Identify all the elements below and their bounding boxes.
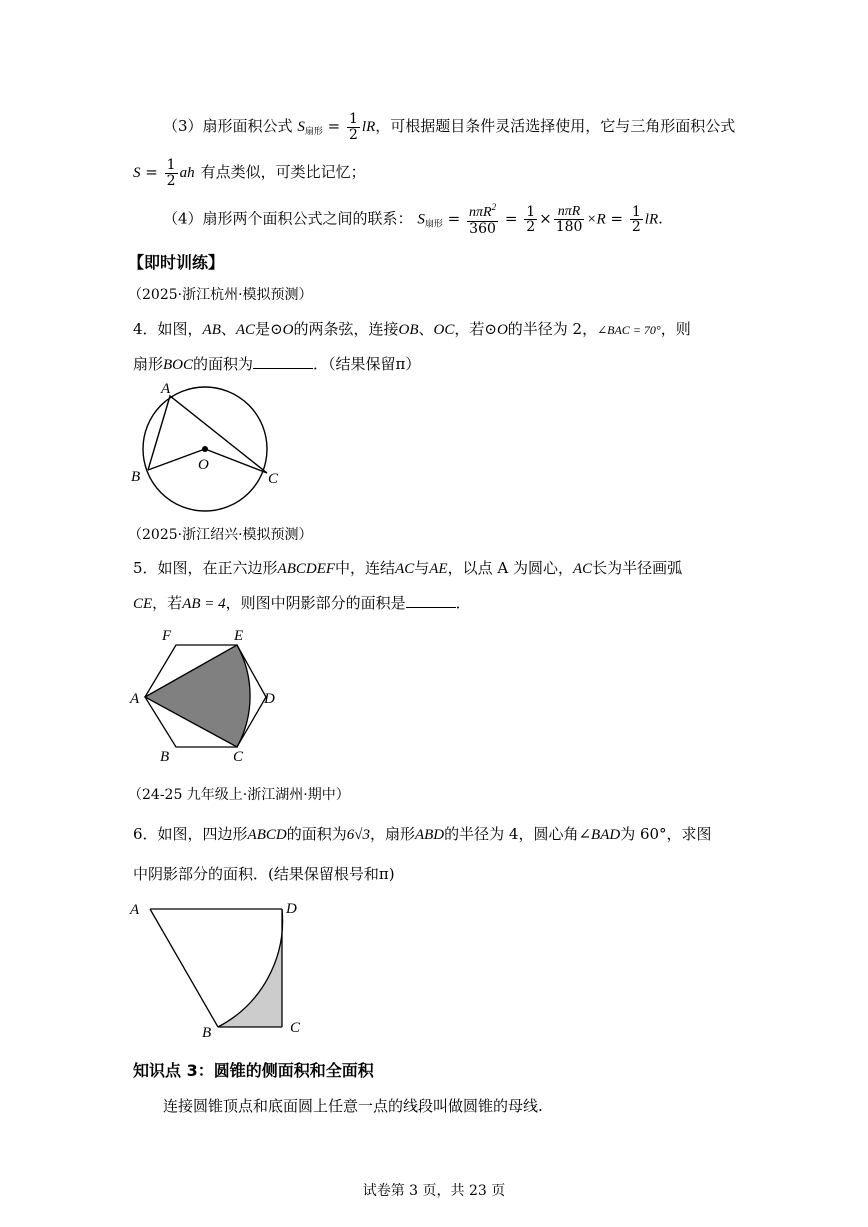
frac-num: nπR$^2$ (468, 202, 497, 220)
item4-frac2 (524, 205, 537, 235)
item3-line2 (133, 158, 366, 188)
knowledge3-title: 知识点 3：圆锥的侧面积和全面积 (133, 1061, 374, 1080)
q6-label-C: C (290, 1020, 301, 1036)
item4-times2: ×R (586, 211, 606, 228)
frac-den: 2 (348, 126, 358, 143)
frac-num: 1 (631, 203, 641, 220)
item3-frac (347, 112, 360, 142)
section-practice-heading: 【即时训练】 (128, 253, 225, 272)
q5-label-D: D (264, 691, 275, 707)
q4-label-A: A (161, 381, 171, 397)
q4-center-dot (202, 446, 208, 452)
q4-angle: ∠BAC = 70° (597, 323, 661, 337)
q6-figure (125, 895, 315, 1045)
item3-ah: ah (179, 165, 195, 182)
item3-line2-S: S (133, 165, 141, 182)
q5-label-B: B (160, 749, 170, 765)
q5-figure (125, 625, 285, 765)
q4-figure (125, 375, 295, 520)
frac-num: 1 (348, 111, 358, 127)
q4-line2: 扇形BOC的面积为 ．（结果保留π） (133, 355, 421, 373)
q5-source: （2025·浙江绍兴·模拟预测） (128, 527, 313, 543)
item3-line2-frac (165, 158, 178, 188)
q5-label-F: F (162, 628, 172, 644)
frac-den: 360 (469, 220, 496, 237)
item3-line1 (163, 112, 735, 142)
q6-label-A: A (130, 902, 140, 918)
item3-rest: ，可根据题目条件灵活选择使用，它与三角形面积公式 (375, 117, 736, 136)
item3-line2-rest: 有点类似，可类比记忆； (200, 163, 366, 182)
frac-num: 1 (526, 203, 536, 220)
item3-eq: = (327, 117, 341, 136)
frac-den: 180 (555, 219, 583, 236)
q5-label-E: E (234, 628, 244, 644)
item3-lR: lR (361, 119, 376, 136)
q6-line2: 中阴影部分的面积．(结果保留根号和π) (133, 865, 395, 883)
item3-label: （3）扇形面积公式 (163, 117, 293, 136)
knowledge3-text: 连接圆锥顶点和底面圆上任意一点的线段叫做圆锥的母线. (163, 1097, 543, 1115)
item4-S: S (417, 211, 425, 228)
item4-label: （4）扇形两个面积公式之间的联系： (163, 209, 413, 228)
answer-blank[interactable] (406, 593, 456, 608)
answer-blank[interactable] (253, 354, 313, 369)
q6-source: （24-25 九年级上·浙江湖州·期中） (128, 787, 350, 803)
q6-line1: 6．如图，四边形ABCD的面积为6√3，扇形ABD的半径为 4，圆心角∠BAD为 60°，求图 (133, 825, 712, 843)
q5-label-C: C (233, 749, 244, 765)
q4-line1: 4．如图，AB、AC是⊙O的两条弦，连接OB、OC，若⊙O的半径为 2，∠BAC = 70°，则 (133, 320, 691, 338)
item3-S: S (297, 119, 305, 136)
item4-frac4 (630, 205, 643, 235)
item4-times1: × (539, 209, 552, 228)
item3-sub: 扇形 (304, 127, 323, 138)
q6-label-B: B (202, 1025, 212, 1041)
q5-label-A: A (130, 691, 140, 707)
frac-den: 2 (166, 172, 176, 189)
q5-line1: 5．如图，在正六边形ABCDEF中，连结AC与AE，以点 A 为圆心，AC长为半径画弧 (133, 559, 683, 577)
item3-line2-eq: = (145, 163, 158, 182)
item4-lR: lR (644, 211, 659, 228)
frac-den: 2 (526, 219, 536, 236)
frac-den: 2 (631, 219, 641, 236)
page-footer: 试卷第 3 页，共 23 页 (362, 1183, 506, 1199)
item4-sub: 扇形 (424, 219, 443, 230)
item4-line: （4）扇形两个面积公式之间的联系： $S_{扇形}$ = $\frac{n\pi R^2}{360}$ = $\frac{1}{2}$ × $\frac{\text{nπR}}{180}$ ×R = $\frac{1}{2}$ lR. (163, 202, 663, 237)
q4-label-C: C (268, 471, 279, 487)
q5-line2: CE，若AB = 4，则图中阴影部分的面积是 ． (133, 594, 471, 612)
item4-frac1 (467, 203, 498, 236)
q4-label-O: O (198, 457, 209, 473)
q4-source: （2025·浙江杭州·模拟预测） (128, 287, 313, 303)
frac-num: 1 (166, 157, 176, 173)
frac-num: nπR (554, 205, 585, 221)
q6-label-D: D (286, 901, 297, 917)
item4-end: . (658, 209, 663, 228)
q4-label-B: B (131, 469, 141, 485)
q6-side-AB (150, 909, 218, 1027)
item4-frac3 (554, 205, 585, 235)
q5-shaded-sector (145, 645, 250, 747)
